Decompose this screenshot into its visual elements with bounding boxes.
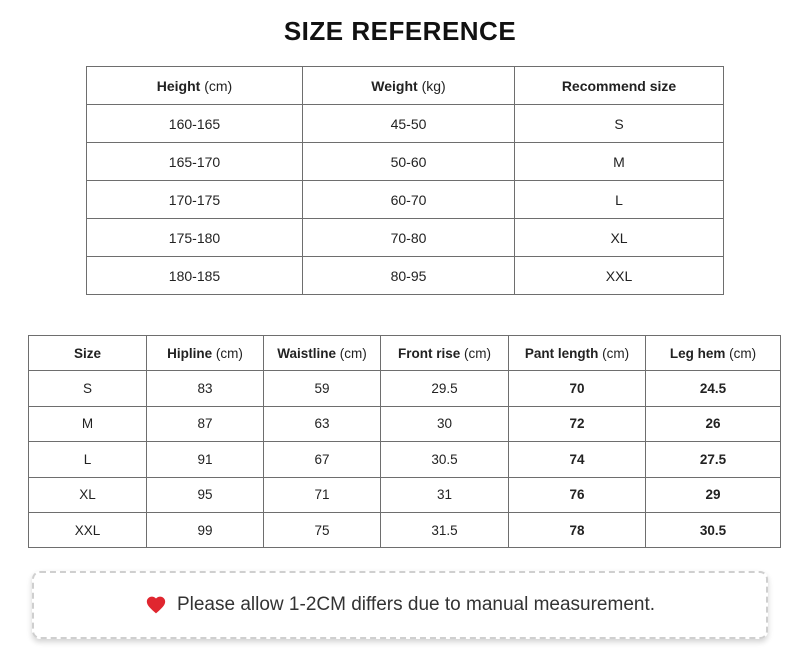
size-cell: XXL	[515, 257, 724, 295]
table-row	[29, 371, 781, 406]
size-cell: L	[29, 442, 147, 477]
weight-cell: 70-80	[303, 219, 515, 257]
header-unit: (cm)	[464, 345, 492, 361]
hipline-cell: 91	[147, 442, 264, 477]
size-cell: M	[515, 143, 724, 181]
header-waistline	[264, 336, 381, 371]
waistline-cell: 67	[264, 442, 381, 477]
front-rise-cell: 29.5	[381, 371, 509, 406]
leg-hem-cell: 26	[646, 406, 781, 441]
pant-length-cell: 72	[509, 406, 646, 441]
front-rise-cell: 30.5	[381, 442, 509, 477]
table-header-row	[87, 67, 724, 105]
table-row	[29, 477, 781, 512]
header-size	[29, 336, 147, 371]
size-cell: S	[29, 371, 147, 406]
header-recommend-size	[515, 67, 724, 105]
pant-length-cell: 78	[509, 512, 646, 547]
header-label: Weight	[371, 77, 418, 94]
leg-hem-cell: 29	[646, 477, 781, 512]
header-label: Hipline	[167, 345, 213, 361]
table-row	[87, 181, 724, 219]
table-row	[87, 257, 724, 295]
leg-hem-cell: 24.5	[646, 371, 781, 406]
size-cell: XXL	[29, 512, 147, 547]
height-cell: 175-180	[87, 219, 303, 257]
size-cell: L	[515, 181, 724, 219]
weight-cell: 60-70	[303, 181, 515, 219]
size-reference-table	[86, 66, 724, 295]
size-cell: S	[515, 105, 724, 143]
waistline-cell: 75	[264, 512, 381, 547]
header-label: Leg hem	[669, 345, 726, 361]
page-title: SIZE REFERENCE	[283, 16, 517, 46]
height-cell: 170-175	[87, 181, 303, 219]
header-unit: (cm)	[602, 345, 630, 361]
table-row	[29, 512, 781, 547]
note-text: Please allow 1-2CM differs due to manual measurement.	[176, 594, 656, 615]
table-row	[29, 406, 781, 441]
waistline-cell: 59	[264, 371, 381, 406]
header-label: Waistline	[277, 345, 336, 361]
table-row	[87, 143, 724, 181]
header-unit: (cm)	[339, 345, 367, 361]
header-unit: (cm)	[204, 77, 233, 94]
heart-icon	[145, 594, 167, 616]
hipline-cell: 95	[147, 477, 264, 512]
size-cell: M	[29, 406, 147, 441]
header-leg-hem	[646, 336, 781, 371]
header-label: Recommend size	[561, 77, 677, 94]
front-rise-cell: 30	[381, 406, 509, 441]
front-rise-cell: 31.5	[381, 512, 509, 547]
table-row	[29, 442, 781, 477]
height-cell: 160-165	[87, 105, 303, 143]
hipline-cell: 87	[147, 406, 264, 441]
header-height	[87, 67, 303, 105]
header-front-rise	[381, 336, 509, 371]
weight-cell: 45-50	[303, 105, 515, 143]
front-rise-cell: 31	[381, 477, 509, 512]
table-row	[87, 219, 724, 257]
header-label: Front rise	[397, 345, 461, 361]
pant-length-cell: 74	[509, 442, 646, 477]
header-label: Height	[156, 77, 201, 94]
header-pant-length	[509, 336, 646, 371]
header-weight	[303, 67, 515, 105]
measurement-note-box	[32, 571, 768, 639]
header-unit: (cm)	[215, 345, 243, 361]
header-unit: (kg)	[421, 77, 446, 94]
hipline-cell: 83	[147, 371, 264, 406]
header-hipline	[147, 336, 264, 371]
leg-hem-cell: 30.5	[646, 512, 781, 547]
height-cell: 180-185	[87, 257, 303, 295]
header-label: Pant length	[524, 345, 599, 361]
hipline-cell: 99	[147, 512, 264, 547]
height-cell: 165-170	[87, 143, 303, 181]
header-unit: (cm)	[729, 345, 757, 361]
table-row	[87, 105, 724, 143]
waistline-cell: 63	[264, 406, 381, 441]
header-label: Size	[73, 345, 101, 361]
pant-length-cell: 70	[509, 371, 646, 406]
weight-cell: 50-60	[303, 143, 515, 181]
pant-length-cell: 76	[509, 477, 646, 512]
weight-cell: 80-95	[303, 257, 515, 295]
size-measurement-table	[28, 335, 781, 548]
table-header-row	[29, 336, 781, 371]
leg-hem-cell: 27.5	[646, 442, 781, 477]
size-cell: XL	[29, 477, 147, 512]
size-cell: XL	[515, 219, 724, 257]
waistline-cell: 71	[264, 477, 381, 512]
